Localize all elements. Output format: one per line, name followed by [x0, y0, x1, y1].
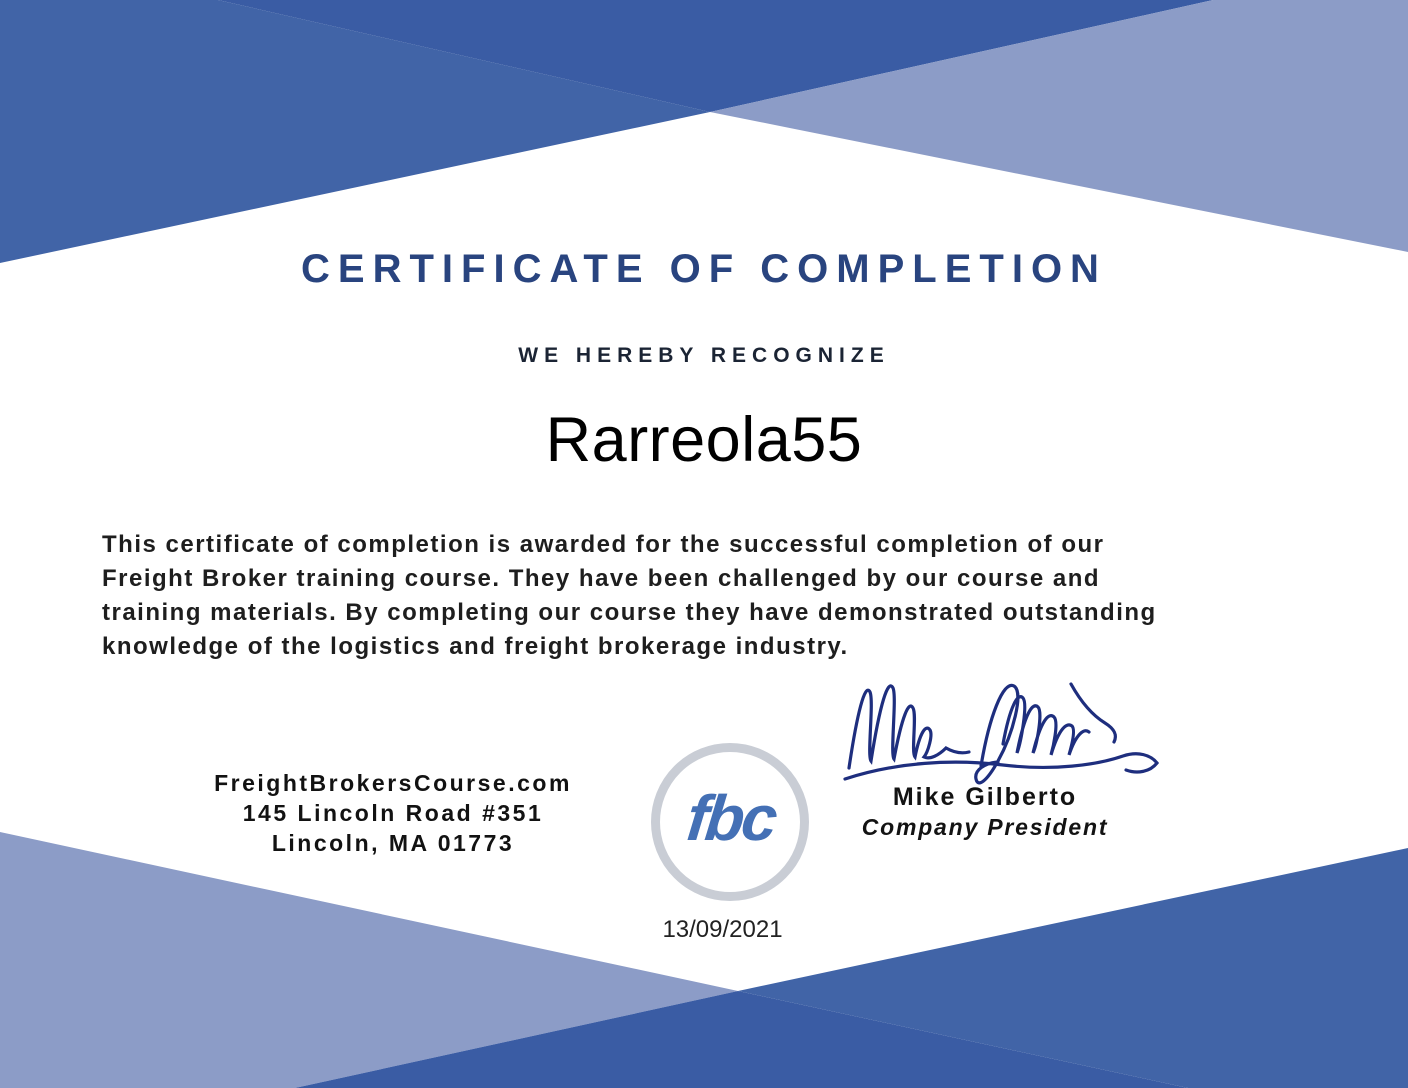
body-line: training materials. By completing our course they have demonstrated outstanding — [102, 599, 1157, 626]
body-line: knowledge of the logistics and freight brokerage industry. — [102, 633, 849, 660]
issue-date: 13/09/2021 — [662, 916, 783, 943]
fbc-logo — [651, 743, 809, 901]
signer-role: Company President — [861, 814, 1109, 840]
issuer-block — [173, 768, 613, 858]
recognition-subtitle: WE HEREBY RECOGNIZE — [518, 344, 890, 367]
issuer-address-line2: Lincoln, MA 01773 — [271, 830, 515, 856]
issuer-website: FreightBrokersCourse.com — [214, 770, 572, 796]
certificate-body — [102, 528, 1157, 664]
body-line: Freight Broker training course. They have been challenged by our course and — [102, 565, 1101, 592]
recipient-name: Rarreola55 — [545, 405, 863, 475]
body-line: This certificate of completion is awarded for the successful completion of our — [102, 531, 1105, 558]
fbc-logo-text: fbc — [683, 782, 778, 854]
certificate-title: CERTIFICATE OF COMPLETION — [301, 247, 1107, 291]
signature-image — [835, 666, 1170, 794]
signer-name: Mike Gilberto — [892, 783, 1078, 811]
issuer-address-line1: 145 Lincoln Road #351 — [242, 800, 544, 826]
